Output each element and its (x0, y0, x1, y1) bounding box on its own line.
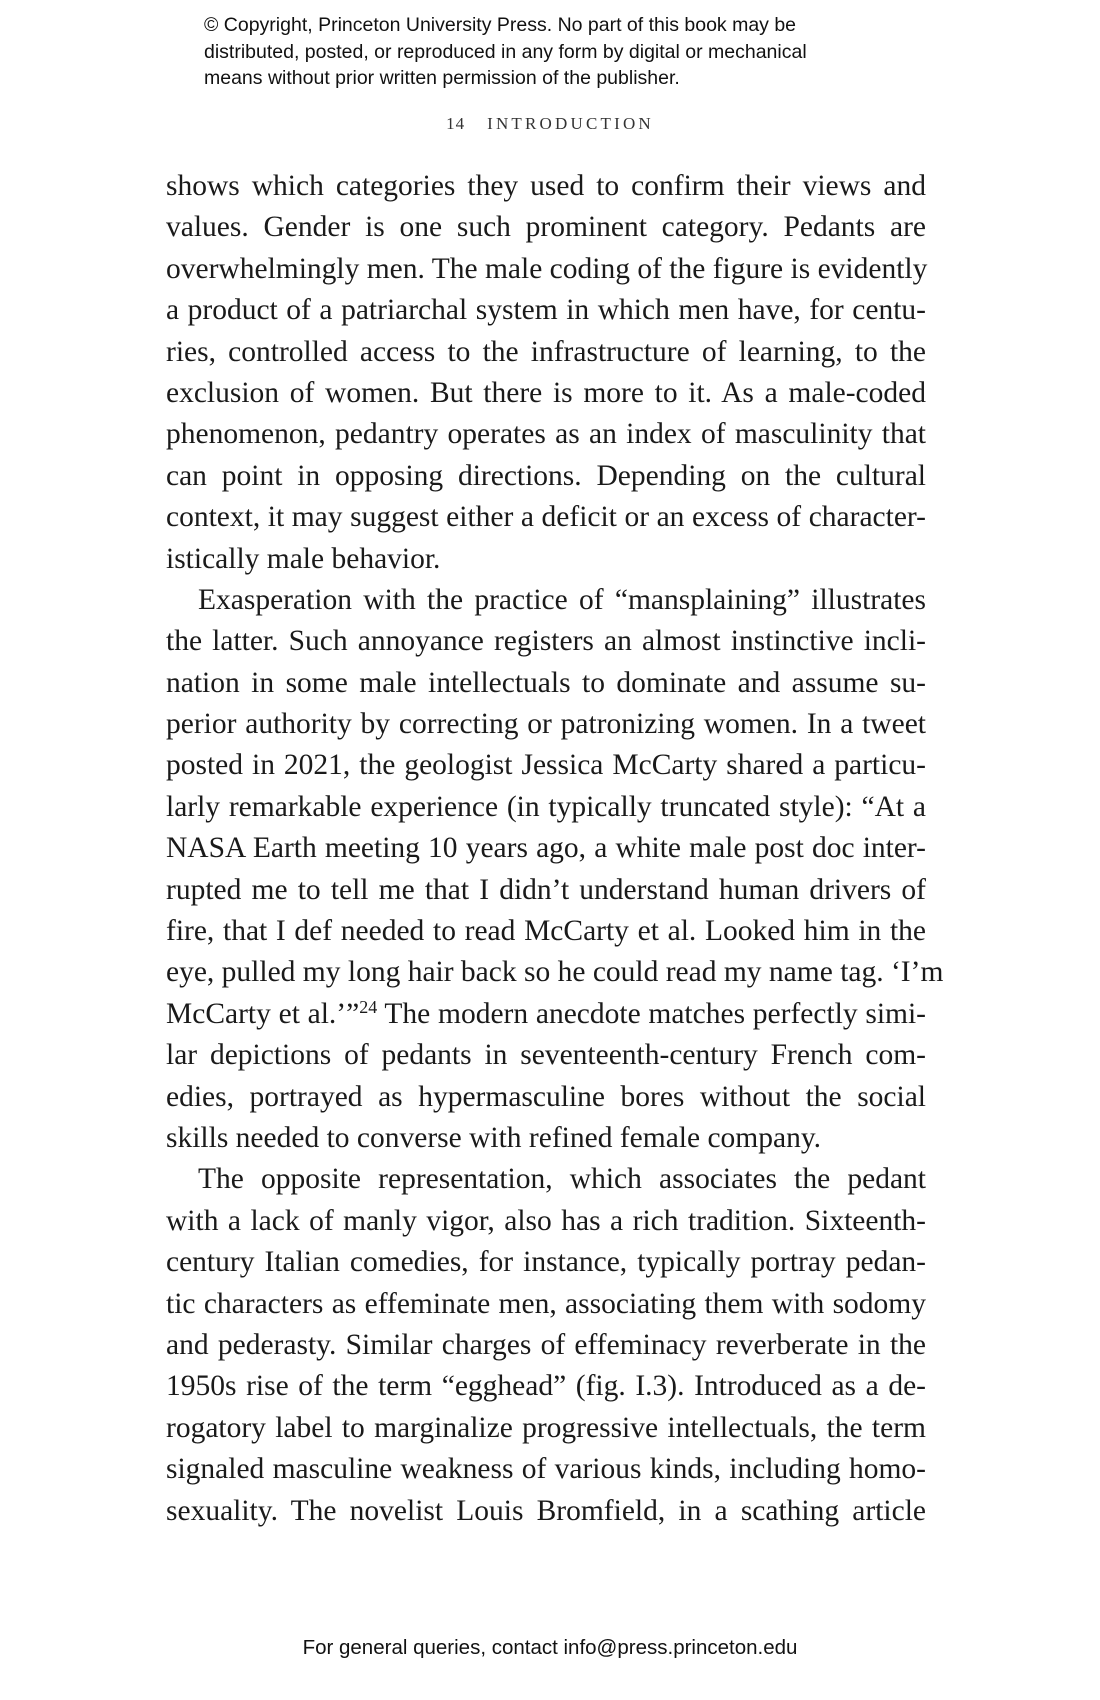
page-number: 14 (446, 114, 466, 133)
copyright-notice (204, 12, 924, 92)
text-line: NASA Earth meeting 10 years ago, a white male post doc inter- (166, 832, 926, 865)
text-line: Exasperation with the practice of “mansplaining” illustrates (198, 583, 926, 616)
text-line: values. Gender is one such prominent category. Pedants are (166, 211, 926, 244)
text-line: phenomenon, pedantry operates as an index of masculinity that (166, 418, 926, 451)
text-line: larly remarkable experience (in typically truncated style): “At a (166, 790, 926, 823)
text-line: overwhelmingly men. The male coding of the figure is evidently (166, 252, 928, 285)
text-line: and pederasty. Similar charges of effeminacy reverberate in the (166, 1328, 926, 1361)
text-line: lar depictions of pedants in seventeenth-century French com- (166, 1039, 926, 1072)
text-line: eye, pulled my long hair back so he could read my name tag. ‘I’m (166, 956, 944, 989)
text-line: skills needed to converse with refined female company. (166, 1121, 822, 1154)
text-line: the latter. Such annoyance registers an almost instinctive incli- (166, 625, 926, 658)
text-line: McCarty et al.’”$^{24}$ The modern anecdote matches perfectly simi- (166, 996, 926, 1030)
text-line: with a lack of manly vigor, also has a rich tradition. Sixteenth- (166, 1204, 926, 1237)
text-line: The opposite representation, which associates the pedant (198, 1163, 926, 1196)
text-line: perior authority by correcting or patronizing women. In a tweet (166, 708, 926, 741)
footer-contact: For general queries, contact info@press.princeton.edu (302, 1636, 798, 1659)
text-line: signaled masculine weakness of various kinds, including homo- (166, 1453, 926, 1486)
copyright-line: means without prior written permission of the publisher. (204, 67, 680, 89)
text-line: nation in some male intellectuals to dominate and assume su- (166, 666, 926, 699)
text-line: edies, portrayed as hypermasculine bores without the social (166, 1080, 926, 1113)
section-title: INTRODUCTION (487, 114, 654, 133)
text-line: rupted me to tell me that I didn’t understand human drivers of (166, 873, 926, 906)
text-line: exclusion of women. But there is more to it. As a male-coded (166, 376, 926, 409)
text-line: sexuality. The novelist Louis Bromfield, in a scathing article (166, 1494, 926, 1527)
footnote-marker: 24 (359, 996, 378, 1017)
text-line: shows which categories they used to confirm their views and (166, 170, 926, 202)
text-line: fire, that I def needed to read McCarty et al. Looked him in the (166, 915, 926, 948)
text-line: tic characters as effeminate men, associating them with sodomy (166, 1287, 926, 1320)
text-line: can point in opposing directions. Depending on the cultural (166, 459, 926, 492)
text-line: context, it may suggest either a deficit or an excess of character- (166, 501, 926, 534)
text-line: posted in 2021, the geologist Jessica McCarty shared a particu- (166, 749, 926, 782)
copyright-line: © Copyright, Princeton University Press. No part of this book may be (204, 14, 797, 36)
copyright-line: distributed, posted, or reproduced in any form by digital or mechanical (204, 40, 807, 63)
text-line: a product of a patriarchal system in which men have, for centu- (166, 294, 926, 327)
text-line: 1950s rise of the term “egghead” (fig. I.3). Introduced as a de- (166, 1370, 926, 1403)
text-line: istically male behavior. (166, 542, 441, 575)
running-head (0, 114, 1100, 134)
text-line: century Italian comedies, for instance, typically portray pedan- (166, 1246, 926, 1279)
text-line: ries, controlled access to the infrastructure of learning, to the (166, 335, 926, 368)
text-line: rogatory label to marginalize progressive intellectuals, the term (166, 1411, 926, 1444)
body-text (166, 166, 944, 1532)
